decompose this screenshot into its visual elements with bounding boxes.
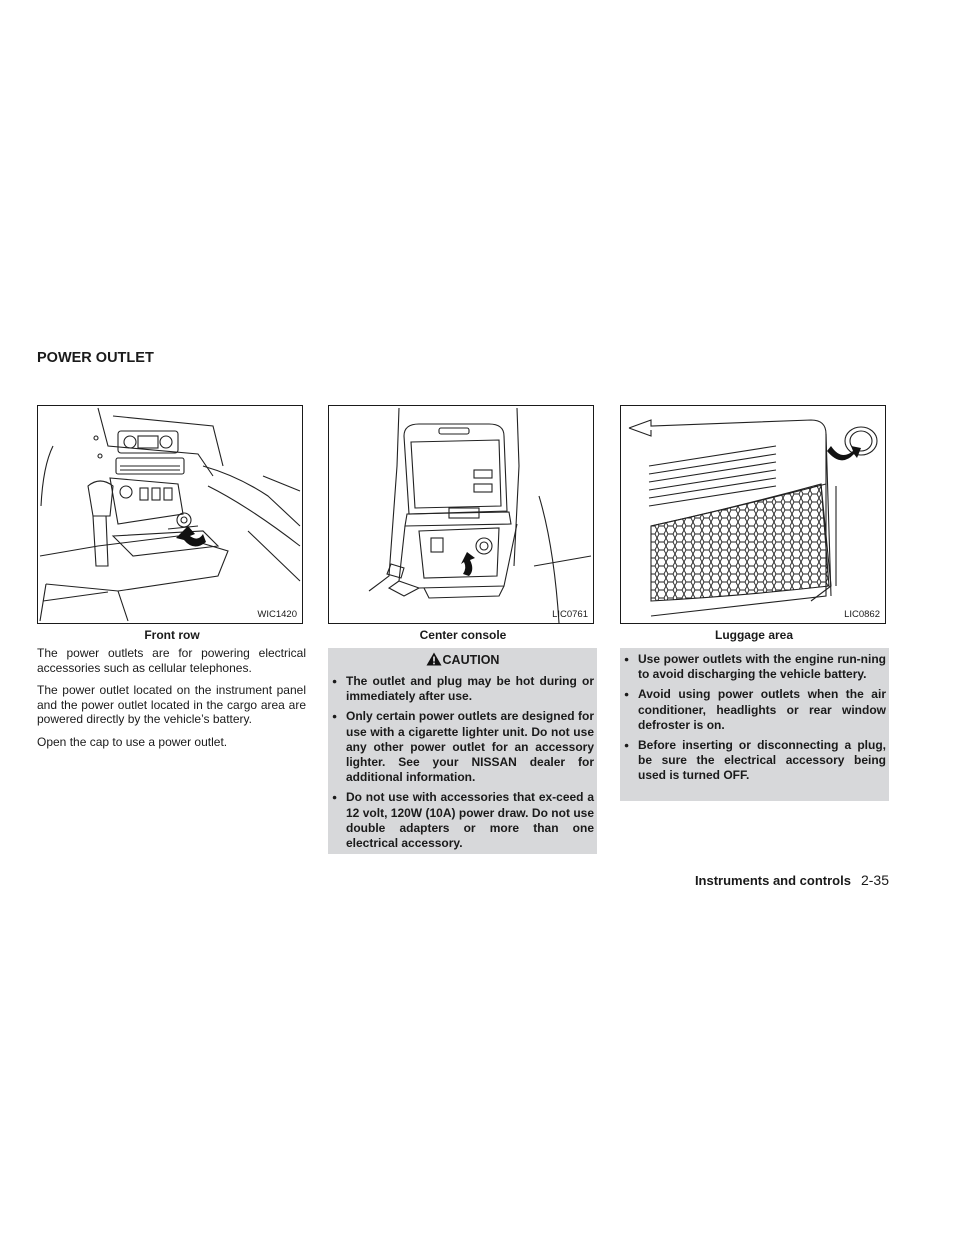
notes-list [620,648,889,784]
caution-label: CAUTION [442,653,500,667]
warning-triangle-icon [426,652,442,666]
figure-center-console [328,405,594,624]
section-title: POWER OUTLET [37,350,154,366]
figure-code: WIC1420 [257,609,297,620]
page-number: 2-35 [860,872,889,888]
figure-luggage-area [620,405,886,624]
body-paragraph: The power outlets are for powering electrical accessories such as cellular telephones. [37,646,306,675]
footer-section: Instruments and controls [694,873,851,888]
figure-code: LIC0761 [552,609,588,620]
list-item: ● Avoid using power outlets when the air conditioner, headlights or rear window defroster is on. [624,687,886,733]
notes-box [620,648,889,801]
caption-front-row: Front row [144,628,200,642]
body-text [37,646,306,758]
body-paragraph: Open the cap to use a power outlet. [37,734,228,749]
caption-center-console: Center console [419,628,507,642]
caption-luggage-area: Luggage area [714,628,794,642]
luggage-area-illustration [621,406,885,623]
figure-front-row [37,405,303,624]
list-item: ● Use power outlets with the engine run-ning to avoid discharging the vehicle battery. [624,652,886,682]
list-item: ● Do not use with accessories that ex-ceed a 12 volt, 120W (10A) power draw. Do not use double adapters or more than one electrical accessory. [332,790,594,851]
body-paragraph: The power outlet located on the instrument panel and the power outlet located in the cargo area are powered directly by the vehicle’s battery. [37,683,306,727]
list-item: ● Before inserting or disconnecting a plug, be sure the electrical accessory being used is turned OFF. [624,738,886,784]
caution-list [328,670,597,851]
front-row-illustration [38,406,302,623]
figure-code: LIC0862 [844,609,880,620]
list-item: ● The outlet and plug may be hot during or immediately after use. [332,674,594,704]
caution-heading [328,648,597,670]
caution-box [328,648,597,854]
list-item: ● Only certain power outlets are designed for use with a cigarette lighter unit. Do not use any other power outlet for an accessory lighter. See your NISSAN dealer for additional information. [332,709,594,785]
page-footer [695,872,889,888]
center-console-illustration [329,406,593,623]
